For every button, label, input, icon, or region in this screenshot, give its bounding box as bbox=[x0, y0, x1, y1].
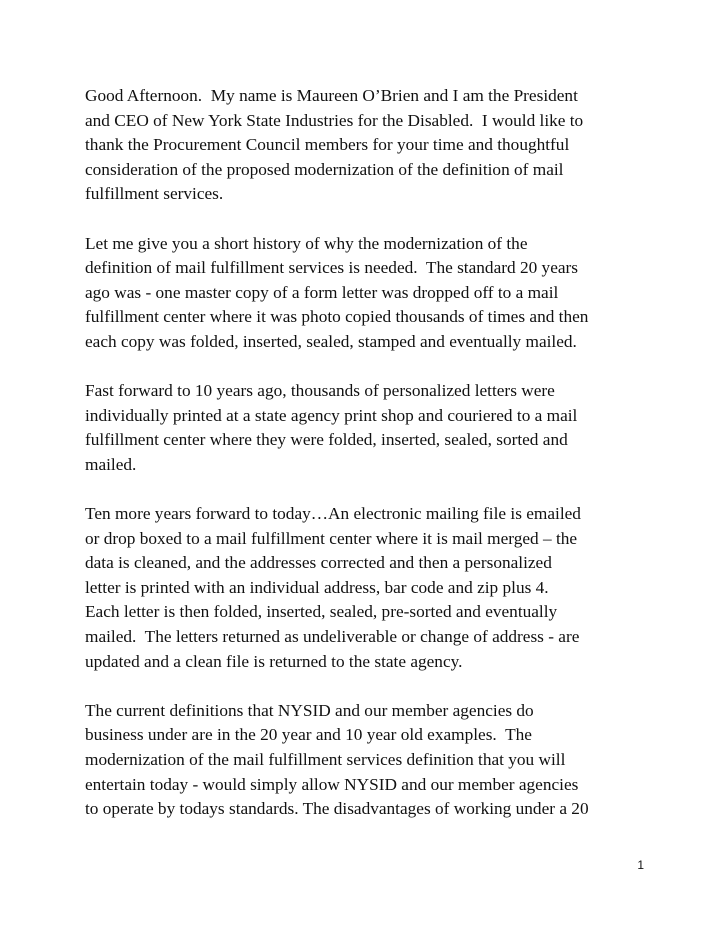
text-line: Good Afternoon. My name is Maureen O’Brien and I am the President bbox=[85, 86, 578, 105]
text-line: thank the Procurement Council members for your time and thoughtful bbox=[85, 135, 570, 155]
text-line: mailed. bbox=[85, 454, 137, 474]
text-line: data is cleaned, and the addresses corrected and then a personalized bbox=[85, 553, 552, 573]
text-line: and CEO of New York State Industries for the Disabled. I would like to bbox=[85, 110, 584, 130]
document-body bbox=[85, 84, 655, 846]
text-line: Ten more years forward to today…An electronic mailing file is emailed bbox=[85, 504, 581, 524]
paragraph-current-definitions bbox=[85, 699, 655, 822]
text-line: entertain today - would simply allow NYSID and our member agencies bbox=[85, 774, 579, 794]
paragraph-today bbox=[85, 502, 655, 674]
text-line: Fast forward to 10 years ago, thousands of personalized letters were bbox=[85, 381, 555, 401]
text-line: to operate by todays standards. The disadvantages of working under a 20 bbox=[85, 799, 589, 819]
text-line: modernization of the mail fulfillment services definition that you will bbox=[85, 750, 566, 770]
paragraph-introduction bbox=[85, 84, 655, 207]
text-line: each copy was folded, inserted, sealed, stamped and eventually mailed. bbox=[85, 331, 577, 351]
text-line: Let me give you a short history of why the modernization of the bbox=[85, 233, 528, 253]
text-line: fulfillment center where it was photo copied thousands of times and then bbox=[85, 307, 589, 327]
text-line: The current definitions that NYSID and our member agencies do bbox=[85, 700, 534, 720]
text-line: fulfillment center where they were folded, inserted, sealed, sorted and bbox=[85, 430, 568, 450]
text-line: letter is printed with an individual address, bar code and zip plus 4. bbox=[85, 577, 549, 597]
text-line: consideration of the proposed modernization of the definition of mail bbox=[85, 159, 564, 179]
text-line: mailed. The letters returned as undeliverable or change of address - are bbox=[85, 627, 580, 647]
paragraph-history bbox=[85, 232, 655, 355]
text-line: ago was - one master copy of a form letter was dropped off to a mail bbox=[85, 282, 559, 302]
paragraph-ten-years-ago bbox=[85, 379, 655, 477]
text-line: individually printed at a state agency print shop and couriered to a mail bbox=[85, 405, 578, 425]
page-number: 1 bbox=[637, 858, 644, 872]
text-line: Each letter is then folded, inserted, sealed, pre-sorted and eventually bbox=[85, 602, 558, 622]
text-line: definition of mail fulfillment services is needed. The standard 20 years bbox=[85, 258, 579, 278]
text-line: business under are in the 20 year and 10 year old examples. The bbox=[85, 725, 532, 745]
text-line: updated and a clean file is returned to the state agency. bbox=[85, 651, 463, 671]
text-line: fulfillment services. bbox=[85, 184, 224, 204]
text-line: or drop boxed to a mail fulfillment center where it is mail merged – the bbox=[85, 528, 578, 548]
